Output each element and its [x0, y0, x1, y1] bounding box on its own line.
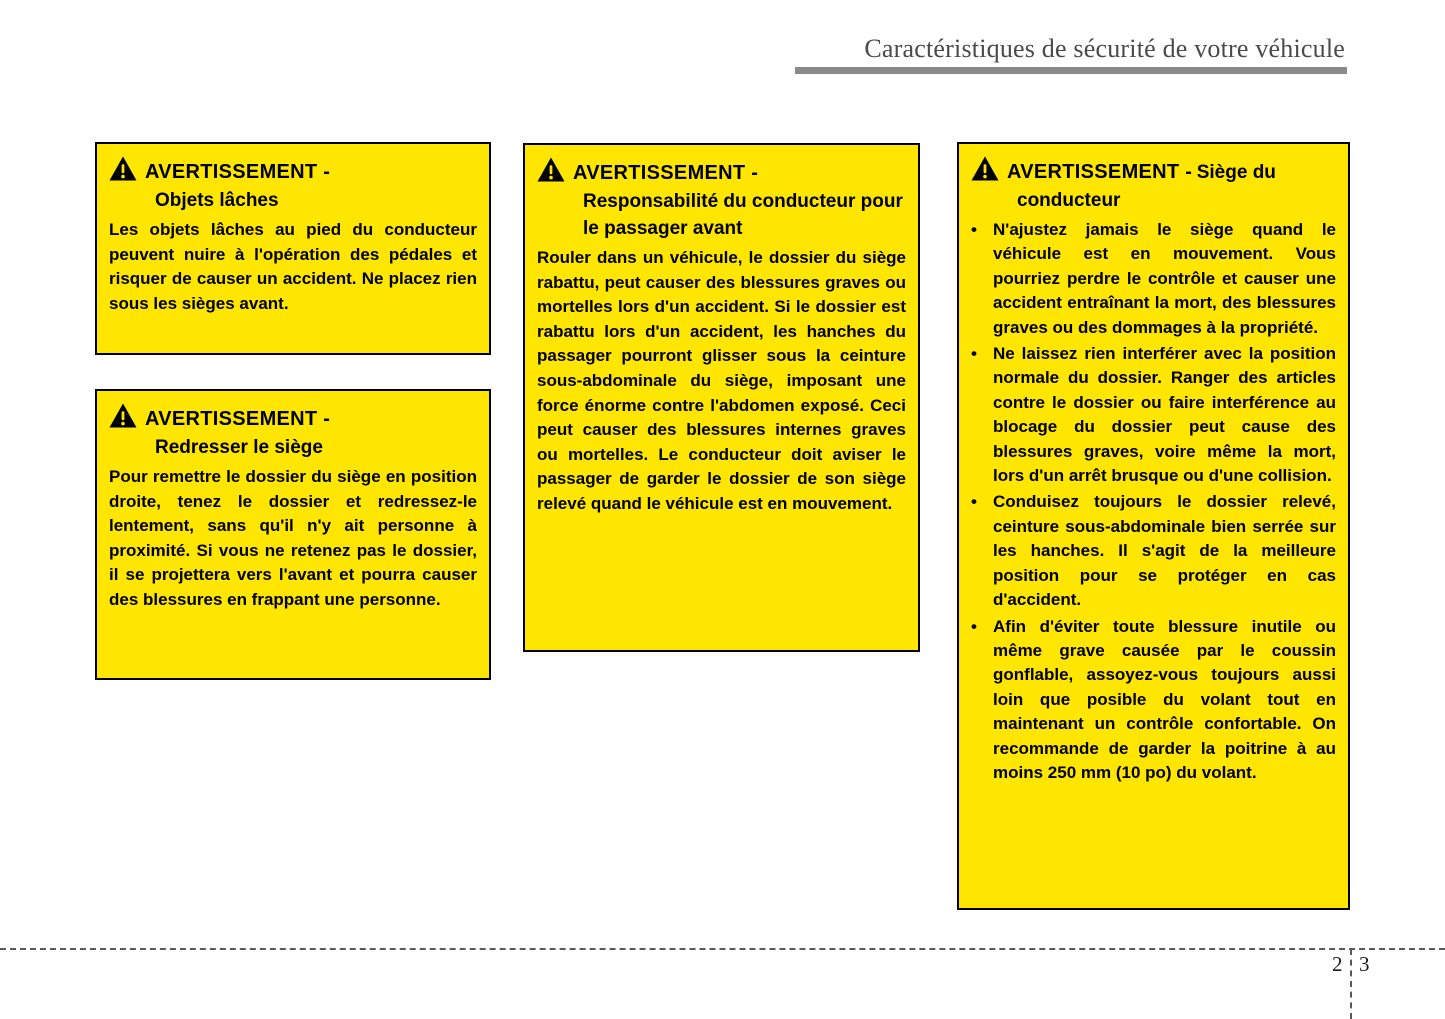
warning-heading [537, 157, 906, 242]
warning-subtitle: Objets lâches [155, 190, 279, 211]
warning-triangle-icon [109, 156, 137, 181]
warning-triangle-icon [971, 156, 999, 181]
warning-box-responsabilite-conducteur [523, 143, 920, 652]
warning-title: AVERTISSEMENT - [145, 161, 331, 183]
warning-heading [109, 403, 477, 461]
warning-bullet-item [971, 615, 1336, 786]
warning-body: Les objets lâches au pied du conducteur peuvent nuire à l'opération des pédales et risquer de causer un accident. Ne placez rien sous les sièges avant. [109, 220, 477, 313]
page-title: Caractéristiques de sécurité de votre véhicule [864, 34, 1345, 63]
header-rule [795, 67, 1347, 74]
warning-heading [109, 156, 477, 214]
bullet-marker: • [971, 344, 977, 364]
warning-box-siege-du-conducteur [957, 142, 1350, 910]
warning-triangle-icon [537, 157, 565, 182]
warning-subtitle: Redresser le siège [155, 437, 323, 458]
warning-bullet-text: Ne laissez rien interférer avec la position normale du dossier. Ranger des articles contre le dossier ou faire interférence au blocage du dossier peut cause des blessures graves, voire même la mort, lors d'un arrêt brusque ou d'une collision. [993, 344, 1336, 486]
warning-subtitle: Siège du conducteur [1017, 162, 1276, 211]
warning-bullet-text: Conduisez toujours le dossier relevé, ceinture sous-abdominale bien serrée sur les hanches. Il s'agit de la meilleure position pour se protéger en cas d'accident. [993, 492, 1336, 610]
warning-bullet-text: N'ajustez jamais le siège quand le véhicule est en mouvement. Vous pourriez perdre le contrôle et causer une accident entraînant la mort, des blessures graves ou des dommages à la propriété. [993, 220, 1336, 337]
bullet-marker: • [971, 492, 977, 512]
warning-title: AVERTISSEMENT - [1007, 161, 1193, 183]
warning-body: Pour remettre le dossier du siège en position droite, tenez le dossier et redressez-le lentement, sans qu'il n'y ait personne à proximité. Si vous ne retenez pas le dossier, il se projettera vers l'avant et pourra causer des blessures en frappant une personne. [109, 467, 477, 609]
chapter-number: 2 [1332, 952, 1343, 976]
bullet-marker: • [971, 220, 977, 239]
warning-bullet-item [971, 490, 1336, 612]
warning-bullet-item [971, 218, 1336, 340]
page-number: 3 [1359, 952, 1370, 976]
warning-box-objets-laches [95, 142, 491, 355]
footer-dashed-rule [0, 948, 1445, 950]
warning-box-redresser-le-siege [95, 389, 491, 680]
warning-title: AVERTISSEMENT - [145, 408, 331, 430]
footer-dashed-divider [1350, 949, 1352, 1019]
bullet-marker: • [971, 616, 977, 636]
warning-bullet-item [971, 342, 1336, 488]
warning-body: Rouler dans un véhicule, le dossier du siège rabattu, peut causer des blessures graves ou mortelles lors d'un accident. Si le dossier est rabattu lors d'un accident, les hanches du passager pourront glisser sous la ceinture sous-abdominale du siège, imposant une force énorme contre l'abdomen exposé. Ceci peut causer des blessures internes graves ou mortelles. Le conducteur doit aviser le passager de garder le dossier de son siège relevé quand le véhicule est en mouvement. [537, 248, 906, 513]
warning-subtitle: Responsabilité du conducteur pour le passager avant [583, 191, 903, 239]
warning-bullet-text: Afin d'éviter toute blessure inutile ou même grave causée par le coussin gonflable, assoyez-vous toujours aussi loin que posible du volant tout en maintenant un contrôle confortable. On recommande de garder la poitrine à au moins 250 mm (10 po) du volant. [993, 616, 1336, 782]
warning-title: AVERTISSEMENT - [573, 162, 759, 184]
warning-triangle-icon [109, 403, 137, 428]
warning-heading [971, 156, 1336, 215]
